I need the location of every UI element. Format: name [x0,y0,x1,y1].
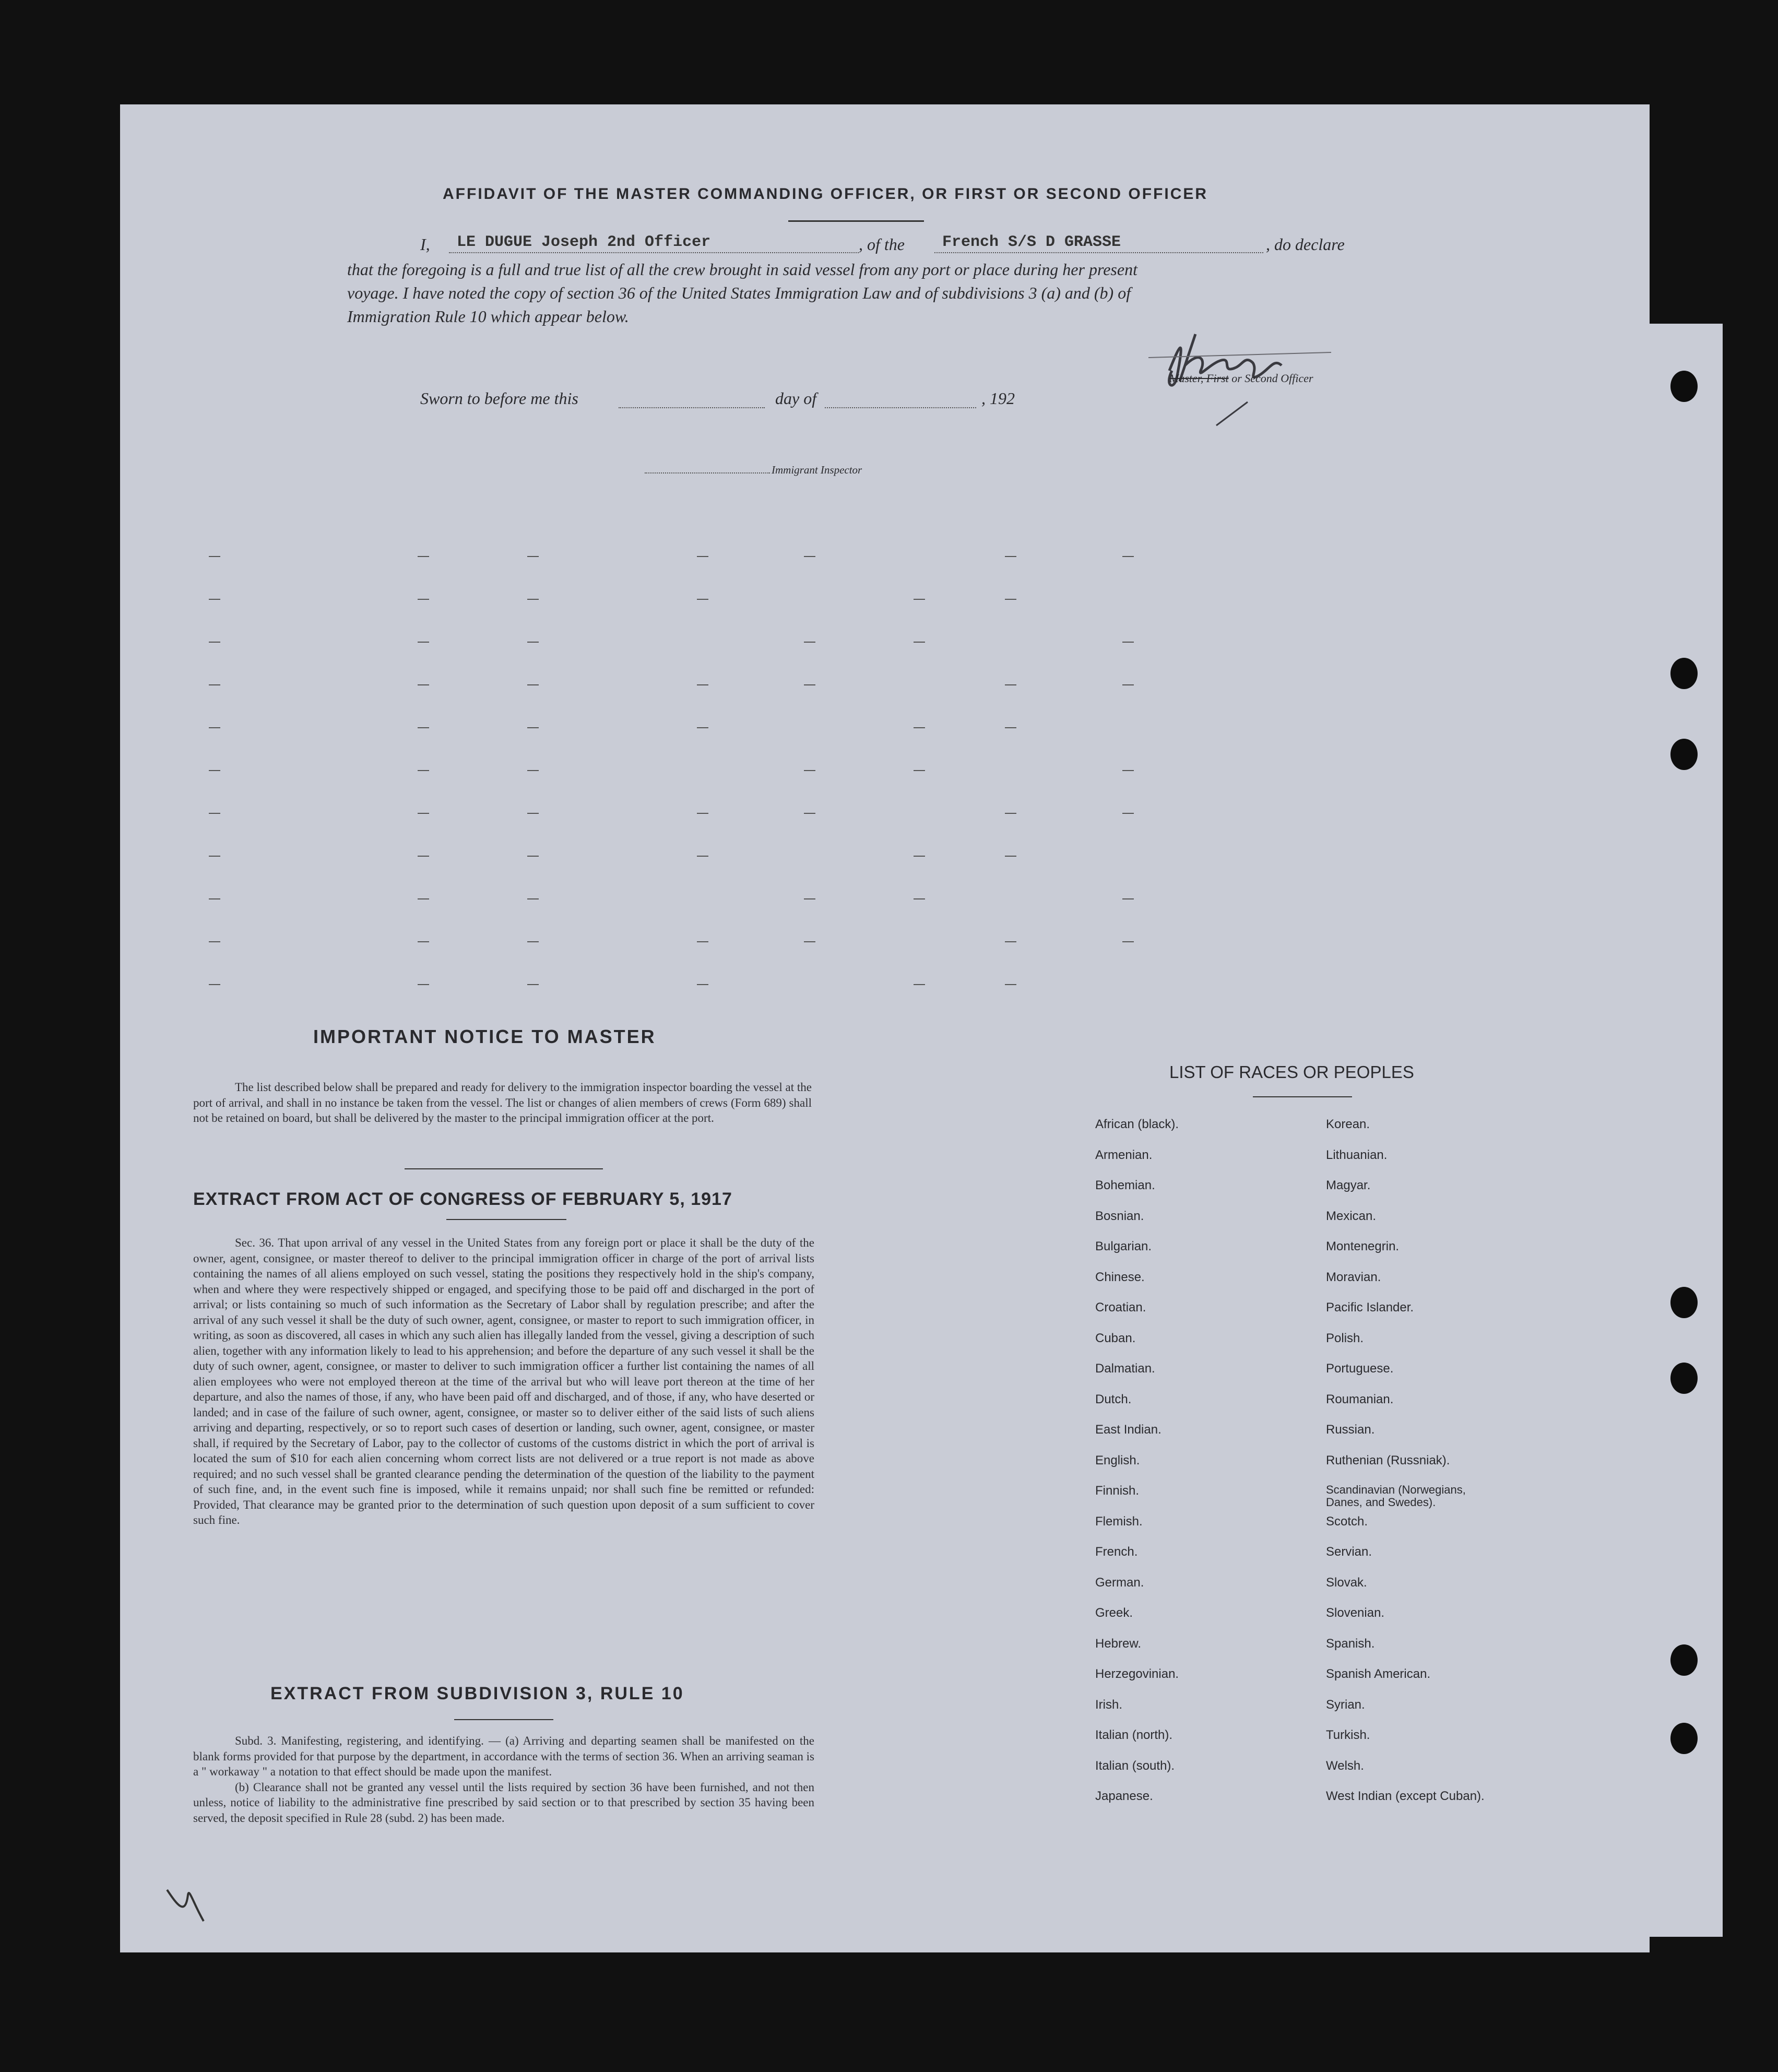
dash-mark [527,856,539,857]
punch-hole [1670,1287,1698,1318]
race-item: Welsh. [1326,1758,1364,1773]
race-item: Flemish. [1095,1514,1143,1529]
race-item: Slovenian. [1326,1606,1385,1620]
act-rule [446,1219,566,1220]
dash-mark [914,599,925,600]
affidavit-title: AFFIDAVIT OF THE MASTER COMMANDING OFFICER, OR FIRST OR SECOND OFFICER [443,185,1208,203]
dash-mark [804,556,815,557]
races-right-column [1326,1117,1485,1820]
dash-mark [1005,684,1016,685]
race-item: Portuguese. [1326,1361,1394,1376]
race-item: Servian. [1326,1545,1372,1559]
dash-mark [527,684,539,685]
dash-mark [697,599,708,600]
dash-mark [527,770,539,771]
dash-mark [527,727,539,728]
race-item: Dalmatian. [1095,1361,1155,1376]
page-edge-tab [1634,324,1723,1937]
dash-mark [914,770,925,771]
sworn-label: Sworn to before me this [420,389,578,408]
race-item: English. [1095,1453,1140,1467]
rule-paragraph-a: Subd. 3. Manifesting, registering, and identifying. — (a) Arriving and departing seamen shall be manifested on the blank forms provided for that purpose by the department, in accordance with the terms of section 36. When an arriving seaman is a " workaway " a notation to that effect should be made upon the manifest. [193,1734,814,1778]
race-item: Italian (north). [1095,1728,1173,1742]
race-item: Lithuanian. [1326,1147,1388,1162]
dash-mark [1005,984,1016,985]
race-item: Ruthenian (Russniak). [1326,1453,1450,1467]
margin-pencil-mark [157,1874,214,1932]
race-item: German. [1095,1575,1144,1590]
dash-mark [209,984,220,985]
dash-mark [527,984,539,985]
dash-mark [697,941,708,942]
races-title: LIST OF RACES OR PEOPLES [1169,1062,1414,1082]
race-item: Japanese. [1095,1789,1153,1803]
race-item: Bohemian. [1095,1178,1155,1192]
punch-hole [1670,1644,1698,1676]
dash-mark [1122,941,1134,942]
race-item: Bulgarian. [1095,1239,1152,1253]
dash-mark [697,813,708,814]
signature-caption-text: or Second Officer [1231,372,1313,385]
race-item: Italian (south). [1095,1758,1175,1773]
race-item: Dutch. [1095,1392,1132,1406]
dash-mark [1005,813,1016,814]
dash-mark [418,556,429,557]
dash-mark [1005,599,1016,600]
dash-mark [209,599,220,600]
dash-mark [1122,898,1134,899]
sworn-day-line [619,407,765,408]
affidavit-i-label: I, [420,235,430,254]
race-item: Moravian. [1326,1270,1381,1284]
race-item: Bosnian. [1095,1209,1144,1223]
race-item: Hebrew. [1095,1636,1142,1651]
title-rule [788,220,924,222]
punch-hole [1670,371,1698,402]
signature-caption-struck: Master, First [1169,372,1229,385]
race-item: Finnish. [1095,1484,1140,1498]
dash-mark [418,941,429,942]
affidavit-body-line-1: that the foregoing is a full and true list of all the crew brought in said vessel from any port or place during her present [347,260,1137,279]
race-item: Magyar. [1326,1178,1371,1192]
race-item: Montenegrin. [1326,1239,1400,1253]
dash-mark [697,556,708,557]
dash-mark [418,856,429,857]
signature-caption [1169,372,1313,385]
dash-mark [1122,684,1134,685]
race-item: Armenian. [1095,1147,1153,1162]
dash-mark [418,984,429,985]
year-label: , 192 [981,389,1015,408]
race-item: Syrian. [1326,1697,1365,1712]
race-item: French. [1095,1545,1138,1559]
dash-mark [209,856,220,857]
of-the-label: , of the [859,235,905,254]
race-item: West Indian (except Cuban). [1326,1789,1485,1803]
dash-mark [209,770,220,771]
dash-mark [804,642,815,643]
race-item: Cuban. [1095,1331,1136,1345]
punch-hole [1670,739,1698,770]
race-item: Spanish American. [1326,1667,1431,1681]
race-item: Greek. [1095,1606,1133,1620]
dash-mark [418,898,429,899]
notice-paragraph: The list described below shall be prepared and ready for delivery to the immigration inspector boarding the vessel at the port of arrival, and shall in no instance be taken from the vessel. The list or changes of alien members of crews (Form 689) shall not be retained on board, but shall be delivered by the master to the principal immigration officer at the port. [193,1081,812,1124]
dash-mark [418,727,429,728]
race-item: Pacific Islander. [1326,1300,1414,1315]
race-item: Scandinavian (Norwegians, Danes, and Swedes). [1326,1483,1466,1509]
dash-mark [697,727,708,728]
dash-mark [697,856,708,857]
dash-mark [527,642,539,643]
race-item: African (black). [1095,1117,1179,1131]
race-item: Spanish. [1326,1636,1375,1651]
race-item: Croatian. [1095,1300,1146,1315]
affidavit-body-line-3: Immigration Rule 10 which appear below. [347,307,629,326]
dash-mark [914,984,925,985]
punch-hole [1670,1723,1698,1754]
dash-mark [1005,941,1016,942]
officer-signature [1148,313,1389,428]
notice-text [193,1080,812,1126]
dash-mark [1122,556,1134,557]
dash-mark [1122,813,1134,814]
dash-mark [804,898,815,899]
rule-paragraph-b: (b) Clearance shall not be granted any vessel until the lists required by section 36 have been furnished, and not then unless, notice of liability to the administrative fine prescribed by said section or to that prescribed by section 35 having been served, the deposit specified in Rule 28 (subd. 2) has been made. [193,1780,814,1825]
dash-mark [1005,727,1016,728]
race-item: Turkish. [1326,1728,1370,1742]
dash-mark [209,642,220,643]
punch-hole [1670,658,1698,689]
sworn-month-line [825,407,976,408]
inspector-line [645,472,770,473]
dash-mark [527,813,539,814]
rule-title: EXTRACT FROM SUBDIVISION 3, RULE 10 [270,1684,684,1703]
race-item: Roumanian. [1326,1392,1394,1406]
race-item: Slovak. [1326,1575,1367,1590]
dash-mark [804,770,815,771]
dash-mark [418,813,429,814]
dash-mark [209,727,220,728]
dash-mark [418,599,429,600]
dash-mark [914,727,925,728]
dash-mark [914,898,925,899]
dash-mark [1122,770,1134,771]
race-item: Herzegovinian. [1095,1667,1179,1681]
dash-mark [1005,556,1016,557]
dash-mark [804,813,815,814]
act-text [193,1235,814,1528]
dash-mark [209,941,220,942]
act-paragraph: Sec. 36. That upon arrival of any vessel in the United States from any foreign port or place it shall be the duty of the owner, agent, consignee, or master thereof to deliver to the principal immigration officer in charge of the port of arrival lists containing the names of all aliens employed on such vessel, stating the positions they respectively hold in the ship's company, when and where they were respectively shipped or engaged, and specifying those to be paid off and discharged in the port of arrival; or lists containing so much of such information as the Secretary of Labor shall by regulation prescribe; and after the arrival of any such vessel it shall be the duty of such owner, agent, consignee, or master to report to such immigration officer, in writing, as soon as discovered, all cases in which any such alien has illegally landed from the vessel, giving a description of such alien, together with any information likely to lead to his apprehension; and before the departure of any such vessel it shall be the duty of such owner, agent, consignee, or master to deliver to such immigration officer a further list containing the names of all alien employees who were not employed thereon at the time of the arrival but who will leave port thereon at the time of her departure, and also the names of those, if any, who have been paid off and discharged, and of those, if any, who have deserted or landed; and in case of the failure of such owner, agent, consignee, or master so to deliver either of the said lists of such aliens arriving and departing, respectively, or so to report such cases of desertion or landing, such owner, agent, consignee, or master shall, if required by the Secretary of Labor, pay to the collector of customs of the customs district in which the port of arrival is located the sum of $10 for each alien concerning whom correct lists are not delivered or a true report is not made as above required; and no such vessel shall be granted clearance pending the determination of the question of the liability to the payment of such fine, and, in the event such fine is imposed, while it remains unpaid; nor shall such fine be remitted or refunded: Provided, That clearance may be granted prior to the determination of such question upon deposit of a sum sufficient to cover such fine. [193,1236,814,1526]
act-title: EXTRACT FROM ACT OF CONGRESS OF FEBRUARY 5, 1917 [193,1189,732,1209]
dash-mark [527,898,539,899]
race-item: Korean. [1326,1117,1370,1131]
dash-mark [697,984,708,985]
dash-mark [1005,856,1016,857]
vessel-name-line [934,252,1263,253]
dash-mark [804,684,815,685]
race-item: Irish. [1095,1697,1123,1712]
dash-mark [209,813,220,814]
race-item: East Indian. [1095,1423,1161,1437]
dash-mark [418,642,429,643]
dash-mark [697,684,708,685]
officer-name-line [449,252,859,253]
race-item: Scotch. [1326,1514,1368,1529]
dash-mark [418,770,429,771]
punch-hole [1670,1363,1698,1394]
race-item: Mexican. [1326,1209,1377,1223]
vessel-name: French S/S D GRASSE [942,233,1121,251]
race-item: Chinese. [1095,1270,1145,1284]
officer-name: LE DUGUE Joseph 2nd Officer [457,233,711,251]
dash-mark [914,856,925,857]
affidavit-body-line-2: voyage. I have noted the copy of section 36 of the United States Immigration Law and of subdivisions 3 (a) and (b) of [347,283,1131,302]
dash-mark [804,941,815,942]
dash-mark [527,941,539,942]
do-declare-label: , do declare [1266,235,1345,254]
day-of-label: day of [775,389,817,408]
races-left-column [1095,1117,1179,1820]
rule-text [193,1733,814,1826]
race-item: Polish. [1326,1331,1364,1345]
dash-mark [418,684,429,685]
dash-mark [209,684,220,685]
dash-mark [527,599,539,600]
dash-mark [527,556,539,557]
rule-rule [454,1719,553,1720]
notice-rule [405,1168,603,1169]
inspector-label: Immigrant Inspector [772,464,862,476]
dash-mark [209,898,220,899]
race-item: Russian. [1326,1423,1375,1437]
dash-mark [1122,642,1134,643]
dash-mark [209,556,220,557]
dash-mark [914,642,925,643]
notice-title: IMPORTANT NOTICE TO MASTER [313,1026,656,1047]
races-rule [1253,1096,1352,1097]
